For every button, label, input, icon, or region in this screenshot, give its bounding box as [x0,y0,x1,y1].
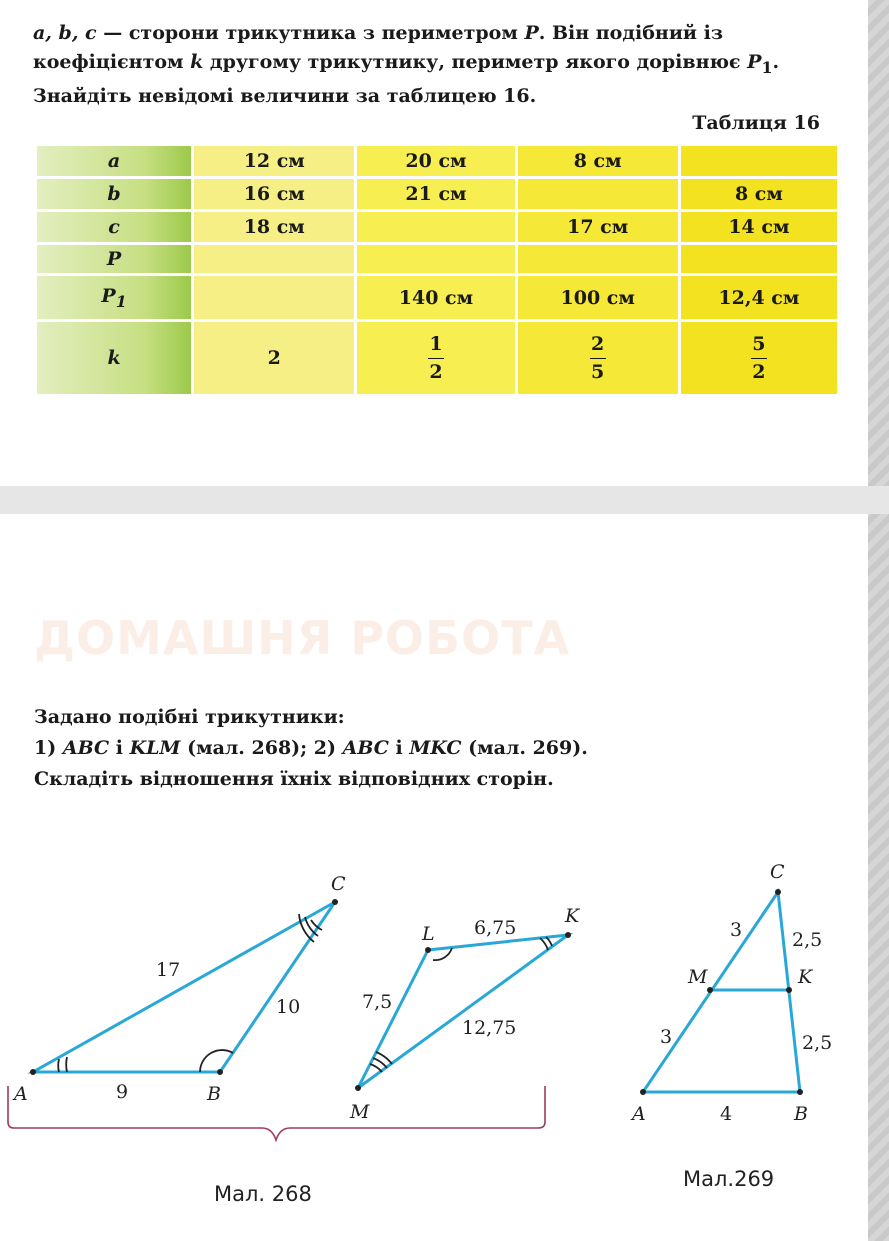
angle-mark-A2 [66,1057,67,1072]
text: . Він подібний із [538,22,723,44]
figure-bracket [8,1086,545,1140]
cell-fraction [357,322,514,394]
triangle-abc-269 [643,892,800,1092]
cell: 21 см [357,179,514,209]
table-row-P [37,245,837,273]
cell: 18 см [194,212,354,242]
subscript: 1 [115,291,127,311]
vertex-C [332,899,338,905]
cell [681,146,837,176]
homework-line-3: Складіть відношення їхніх відповідних сторін. [34,768,554,790]
homework-text [34,702,588,795]
table-caption: Таблиця 16 [692,112,820,134]
homework-line-2 [34,733,588,764]
triangle-name: MKC [409,737,462,759]
vertex-K [565,932,571,938]
problem-line-3: Знайдіть невідомі величини за таблицею 16. [33,84,537,107]
angle-mark-M [370,1064,382,1072]
cell: 140 см [357,276,514,319]
table-16 [34,143,840,397]
angle-mark-A [58,1059,59,1072]
side-AB: 9 [116,1081,129,1103]
var-k: k [190,51,204,73]
vertex-L [425,947,431,953]
denominator: 2 [429,361,443,383]
side-MA: 3 [660,1026,673,1048]
vertex-M [707,987,713,993]
numerator: 5 [752,333,766,355]
figures [0,840,868,1241]
table-row-b [37,179,837,209]
label-A: A [14,1083,28,1105]
angle-marks-abc [58,914,322,1072]
label-B: B [794,1103,808,1125]
triangle-outer [643,892,800,1092]
caption-269: Мал.269 [683,1167,775,1191]
vertex-A [640,1089,646,1095]
text: 1) [34,737,63,759]
text: другому трикутнику, периметр якого дорівнює [203,51,748,73]
vertices-269 [640,889,803,1095]
caption-268: Мал. 268 [214,1182,312,1206]
label-L: L [422,923,435,945]
cell: 14 см [681,212,837,242]
row-header: a [37,146,191,176]
side-MK: 12,75 [462,1017,517,1039]
label-M: M [688,966,708,988]
side-CM: 3 [730,919,743,941]
right-edge-strip [868,0,889,1241]
text: коефіцієнтом [33,51,191,73]
label-C: C [331,873,346,895]
vertex-B [217,1069,223,1075]
label: P [101,284,116,307]
page-gap [0,486,889,514]
cell: 12,4 см [681,276,837,319]
cell [518,245,678,273]
text: (мал. 269). [461,737,588,759]
label-M: M [350,1101,370,1123]
triangle-abc-268 [33,902,335,1072]
denominator: 5 [591,361,605,383]
cell: 100 см [518,276,678,319]
cell-fraction [681,322,837,394]
cell [518,179,678,209]
side-AC: 17 [156,959,181,981]
side-BC: 10 [276,996,301,1018]
problem-text [33,19,779,111]
angle-marks-klm [370,937,552,1072]
vertex-M [355,1085,361,1091]
text: — сторони трикутника з периметром [96,22,525,44]
vertex-C [775,889,781,895]
cell [681,245,837,273]
cell [194,245,354,273]
side-LM: 7,5 [362,991,393,1013]
text: і [109,737,130,759]
var-P: P [524,22,539,44]
cell: 8 см [518,146,678,176]
table-row-P1 [37,276,837,319]
triangle-abc-shape [33,902,335,1072]
problem-line-2 [33,48,779,82]
cell [194,276,354,319]
top-page [0,0,868,486]
table-row-a [37,146,837,176]
triangle-name: ABC [62,737,110,759]
cell-fraction [518,322,678,394]
cell: 17 см [518,212,678,242]
homework-line-1: Задано подібні трикутники: [34,706,345,728]
label-C: C [770,861,785,883]
side-KB: 2,5 [802,1032,833,1054]
label-A: A [632,1103,646,1125]
row-header [37,276,191,319]
table-row-k [37,322,837,394]
side-LK: 6,75 [474,917,517,939]
vertex-K [786,987,792,993]
numerator: 1 [429,333,443,355]
vertex-B [797,1089,803,1095]
cell: 16 см [194,179,354,209]
side-CK: 2,5 [792,929,823,951]
text: (мал. 268); 2) [180,737,343,759]
text: . [772,51,780,73]
section-watermark: ДОМАШНЯ РОБОТА [34,611,571,665]
var-abc: a, b, c [33,22,97,44]
subscript: 1 [761,57,773,77]
row-header: b [37,179,191,209]
var-P1: P [747,51,762,73]
angle-mark-M3 [376,1052,392,1064]
numerator: 2 [591,333,605,355]
cell: 12 см [194,146,354,176]
cell [357,212,514,242]
side-AB: 4 [720,1103,733,1125]
row-header: k [37,322,191,394]
angle-mark-K [540,938,548,950]
cell: 20 см [357,146,514,176]
vertex-A [30,1069,36,1075]
label-K: K [565,905,580,927]
label-B: B [207,1083,221,1105]
denominator: 2 [752,361,766,383]
row-header: c [37,212,191,242]
triangle-name: KLM [129,737,181,759]
text: і [388,737,410,759]
cell: 2 [194,322,354,394]
cell: 8 см [681,179,837,209]
table-row-c [37,212,837,242]
triangle-name: ABC [342,737,389,759]
cell [357,245,514,273]
problem-line-1 [33,19,779,48]
row-header: P [37,245,191,273]
label-K: K [798,966,813,988]
